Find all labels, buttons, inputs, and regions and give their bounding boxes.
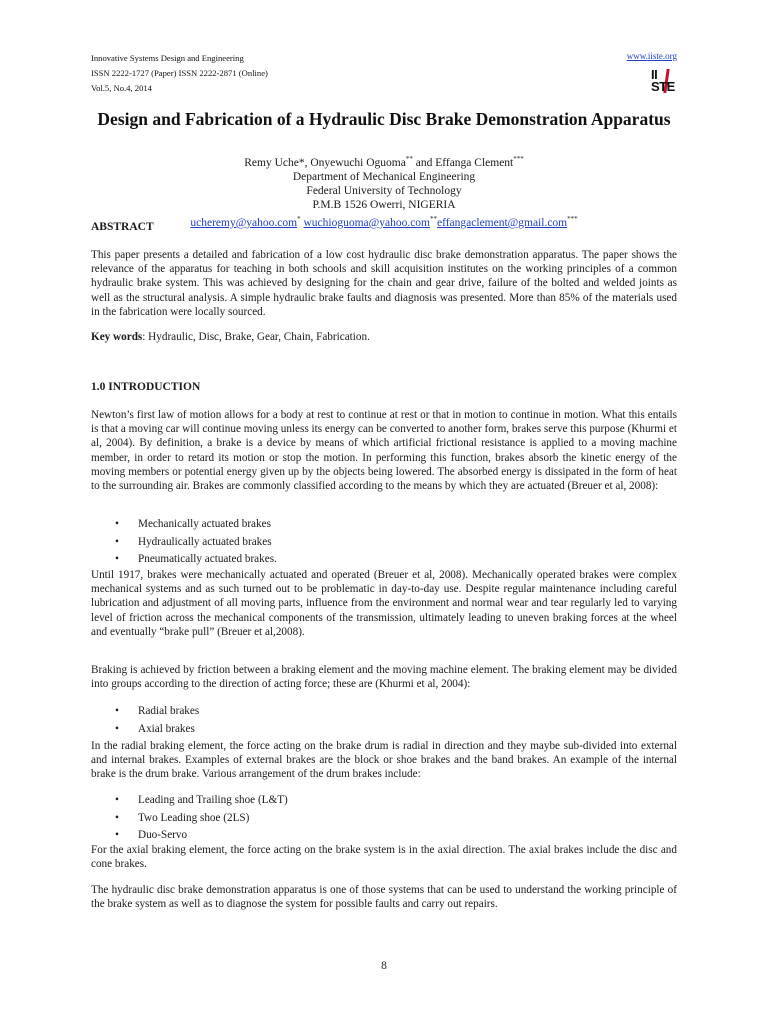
author-separator: and	[412, 156, 436, 169]
logo-text-bottom: STE	[651, 79, 675, 94]
author-block	[91, 152, 677, 230]
journal-website-link[interactable]: www.iiste.org	[626, 51, 677, 61]
bullet-icon: •	[115, 705, 119, 717]
intro-paragraph-3: Braking is achieved by friction between a braking element and the moving machine element. The braking element may be divided into groups according to the direction of acting force; these are (Khurmi et al, 2004):	[91, 664, 677, 691]
author-emails	[91, 212, 677, 230]
direction-list	[91, 703, 677, 738]
list-item: • Pneumatically actuated brakes.	[91, 551, 677, 569]
page-number: 8	[381, 960, 387, 972]
author-mark: **	[430, 214, 437, 223]
list-item: • Two Leading shoe (2LS)	[91, 810, 677, 828]
intro-paragraph-4: In the radial braking element, the force acting on the brake drum is radial in direction and they maybe sub-divided into external and internal brakes. Examples of external brakes are the block or shoe brakes and the band brakes. An example of the internal brake is the drum brake. Various arrangement of the drum brakes include:	[91, 740, 677, 781]
author-mark: **	[405, 155, 413, 163]
author-mark: ***	[567, 214, 578, 223]
bullet-icon: •	[115, 794, 119, 806]
journal-header	[91, 51, 268, 96]
intro-paragraph-6: The hydraulic disc brake demonstration apparatus is one of those systems that can be used to understand the working principle of the brake system as well as to diagnose the system for possible faults and carry out repairs.	[91, 884, 677, 911]
paper-title: Design and Fabrication of a Hydraulic Disc Brake Demonstration Apparatus	[97, 109, 671, 129]
list-item: • Hydraulically actuated brakes	[91, 534, 677, 552]
list-item: • Leading and Trailing shoe (L&T)	[91, 792, 677, 810]
list-item: • Radial brakes	[91, 703, 677, 721]
bullet-icon: •	[115, 722, 119, 735]
drum-brake-list	[91, 792, 677, 845]
author-names	[91, 152, 677, 170]
journal-volume: Vol.5, No.4, 2014	[91, 83, 152, 93]
author-address: P.M.B 1526 Owerri, NIGERIA	[312, 198, 456, 211]
journal-issn: ISSN 2222-1727 (Paper) ISSN 2222-2871 (Online)	[91, 68, 268, 78]
abstract-heading: ABSTRACT	[91, 221, 154, 233]
bullet-icon: •	[115, 535, 119, 548]
list-item: • Axial brakes	[91, 721, 677, 739]
logo-text-top: II	[651, 67, 658, 82]
intro-paragraph-2: Until 1917, brakes were mechanically actuated and operated (Breuer et al, 2008). Mechanically operated brakes were complex mechanical systems and as such turned out to be problematic in day-to-day use. Despite regular maintenance including careful lubrication and adjustment of all moving parts, influence from the environment and normal wear and tear regularly led to varying level of friction across the mechanical components of the transmission, ultimately leading to uneven braking forces at the wheel and eventually “brake pull” (Breuer et al,2008).	[91, 569, 677, 638]
bullet-icon: •	[115, 553, 119, 565]
bullet-icon: •	[115, 829, 119, 841]
author-mark: *	[297, 214, 301, 223]
author-separator: ,	[304, 156, 311, 169]
keywords	[91, 330, 677, 344]
abstract-text: This paper presents a detailed and fabrication of a low cost hydraulic disc brake demonstration apparatus. The paper shows the relevance of the apparatus for teaching in both schools and skill acquisition institutes on the working principles of a common hydraulic brake system. This was achieved by designing for the chain and gear drive, failure of the bolted and welded joints as well as the structural analysis. A simple hydraulic brake faults and diagnosis was presented. More than 85% of the materials used in the fabrication were locally sourced.	[91, 249, 677, 318]
author-mark: ***	[513, 155, 524, 163]
author-name: Remy Uche	[244, 156, 299, 169]
email-link[interactable]: effangaclement@gmail.com	[437, 216, 568, 229]
list-item: • Duo-Servo	[91, 827, 677, 845]
iiste-logo-icon	[651, 68, 677, 94]
email-link[interactable]: wuchioguoma@yahoo.com	[303, 216, 430, 229]
intro-heading: 1.0 INTRODUCTION	[91, 381, 201, 393]
author-mark: *	[298, 156, 305, 169]
intro-paragraph-1: Newton’s first law of motion allows for a body at rest to continue at rest or that in motion to continue in motion. What this entails is that a moving car will continue moving unless its energy can be converted to another form, brakes serve this purpose (Khurmi et al, 2004). By definition, a brake is a device by means of which artificial frictional resistance is applied to a moving machine member, in order to retard its motion or stop the motion. In performing this function, brakes absorb the kinetic energy of the moving members or potential energy given up by the objects being lowered. The absorbed energy is dissipated in the form of heat to the surrounding air. Brakes are commonly classified according to the means by which they are actuated (Breuer et al, 2008):	[91, 409, 677, 493]
journal-name: Innovative Systems Design and Engineering	[91, 53, 244, 63]
author-department: Department of Mechanical Engineering	[292, 170, 476, 183]
author-name: Effanga Clement	[435, 156, 514, 169]
bullet-icon: •	[115, 811, 119, 824]
list-item: • Mechanically actuated brakes	[91, 516, 677, 534]
author-name: Onyewuchi Oguoma	[310, 156, 406, 169]
author-university: Federal University of Technology	[306, 184, 462, 197]
bullet-icon: •	[115, 518, 119, 530]
actuation-list	[91, 516, 677, 569]
intro-paragraph-5: For the axial braking element, the force acting on the brake system is in the axial direction. The axial brakes include the disc and cone brakes.	[91, 844, 677, 871]
keywords-list: : Hydraulic, Disc, Brake, Gear, Chain, Fabrication.	[142, 331, 370, 343]
keywords-label: Key words	[91, 331, 143, 343]
email-link[interactable]: ucheremy@yahoo.com	[190, 216, 298, 229]
